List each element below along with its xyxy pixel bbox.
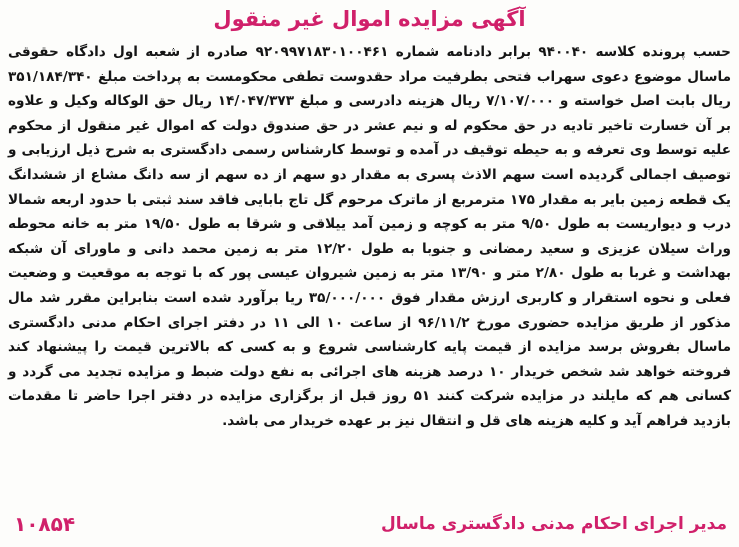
notice-footer xyxy=(0,509,739,539)
notice-title: آگهی مزایده اموال غیر منقول xyxy=(213,7,526,31)
notice-code: ۱۰۸۵۴ xyxy=(14,512,76,536)
issuer-signature: مدیر اجرای احکام مدنی دادگستری ماسال xyxy=(380,514,727,534)
notice-body: حسب پرونده کلاسه ۹۴۰۰۴۰ برابر دادنامه شماره ۹۲۰۹۹۷۱۸۳۰۱۰۰۴۶۱ صادره از شعبه اول دادگاه حقوقی ماسال موضوع دعوی سهراب فتحی بطرفیت مراد حقدوست تطفی محکومست به پرداخت مبلغ ۳۵۱/۱۸۴/۳۴۰ ریال بابت اصل خواسته و ۷/۱۰۷/۰۰۰ ریال هزینه دادرسی و مبلغ ۱۴/۰۴۷/۳۷۳ ریال حق الوکاله وکیل و علاوه بر آن خسارت تاخیر تادیه در حق محکوم له و نیم عشر در حق صندوق دولت که اموال غیر منقول از محکوم علیه توسط وی تعرفه و به حیطه توقیف در آمده و توسط کارشناس رسمی دادگستری به شرح ذیل ارزیابی و توصیف اجمالی گردیده است سهم الاذث پسری به مقدار دو سهم از ده سهم از سه دانگ مشاع از ششدانگ یک قطعه زمین بایر به مقدار ۱۷۵ مترمربع از ماترک مرحوم گل تاج بابایی فاقد سند ثبتی با حدود اربعه شمالا درب و دیواریست به طول ۹/۵۰ متر به کوچه و زمین آمد ییلاقی و شرقا به طول ۱۹/۵۰ متر به خانه محوطه وراث سیلان عزیزی و سعید رمضانی و جنوبا به طول ۱۲/۲۰ متر به زمین محمد دانی و ماورای آن شبکه بهداشت و غربا به طول ۲/۸۰ متر و ۱۳/۹۰ متر به زمین شیروان عیسی پور که با توجه به موقعیت و وضعیت فعلی و نحوه استقرار و کاربری ارزش مقدار فوق ۳۵/۰۰۰/۰۰۰ ریا برآورد شده است بنابراین مقرر شد مال مذکور از طریق مزایده حضوری مورخ ۹۶/۱۱/۲ از ساعت ۱۰ الی ۱۱ در دفتر اجرای احکام مدنی دادگستری ماسال بفروش برسد مزایده از قیمت پایه کارشناسی شروع و به کسی که بالاترین قیمت را پیشنهاد کند فروخته خواهد شد شخص خریدار ۱۰ درصد هزینه های اجرائی به نفع دولت ضبط و مزایده تجدید می گردد و کسانی هم که مایلند در مزایده شرکت کنند ۵۱ روز قبل از برگزاری مزایده در دفتر اجرا حاضر تا مقدمات بازدید فراهم آید و کلیه هزینه های قل و انتقال نیز بر عهده خریدار می باشد. xyxy=(8,44,732,429)
